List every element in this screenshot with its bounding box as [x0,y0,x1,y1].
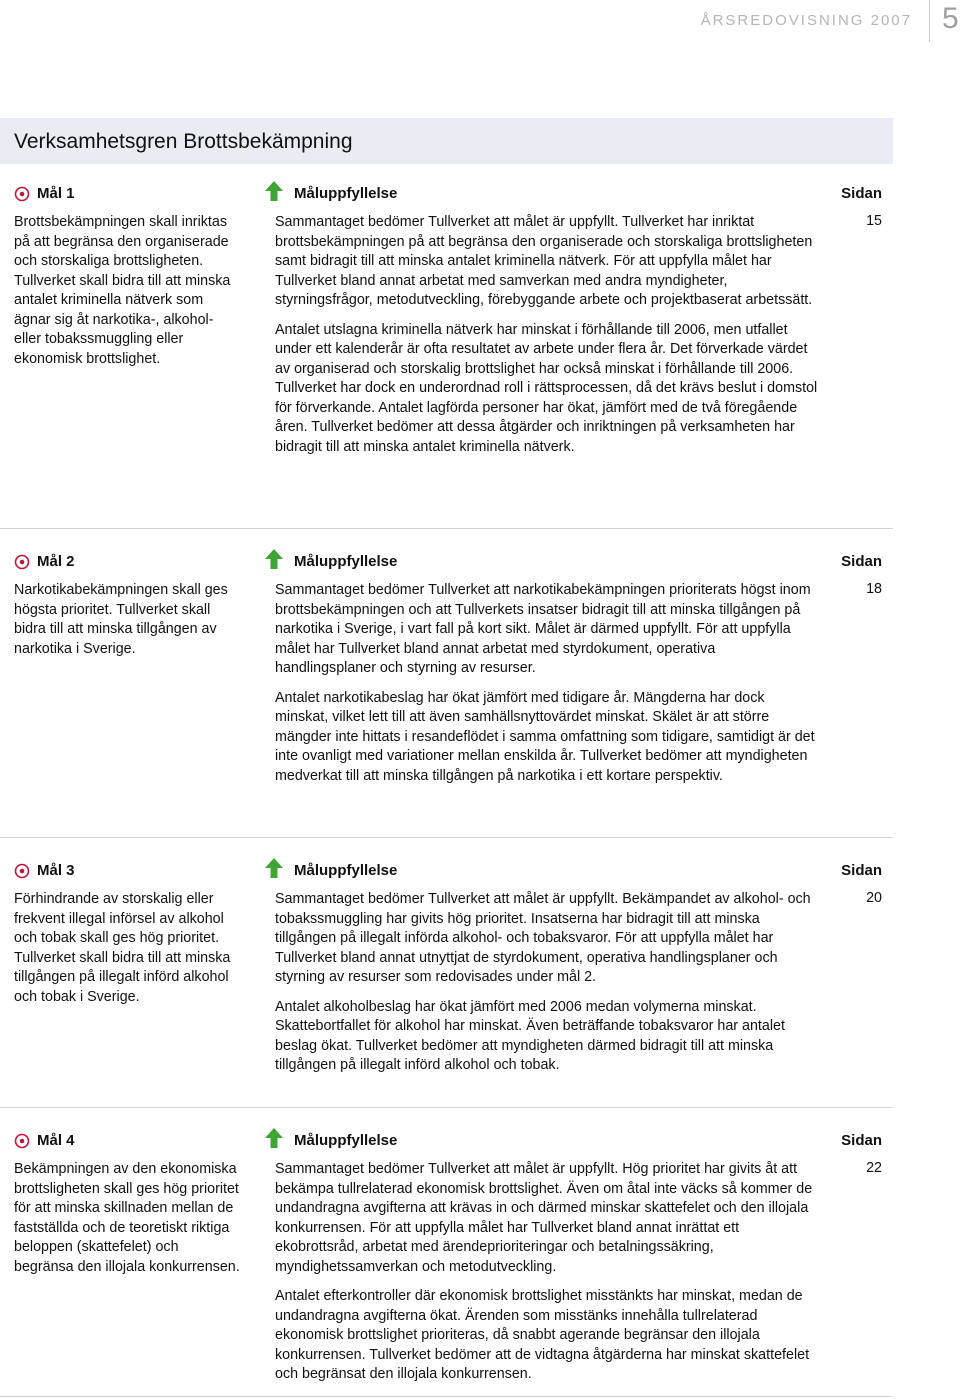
goal-description: Förhindrande av storskalig eller frekvent illegal införsel av alkohol och tobak skall ges hög prioritet. Tullverket skall bidra till att minska tillgången på illegalt införd alkohol och tobak i Sverige. [14,891,231,1005]
fulfilment-heading [264,553,397,570]
fulfilment-paragraph: Antalet efterkontroller där ekonomisk brottslighet misstänkts har minskat, medan de undandragna avgifterna ökat. Ärenden som misstänks innehålla tullrelaterad ekonomisk brottslighet prioriteras, då snabbt agerande begränsar den illojala konkurrensen. Tullverket bedömer att de vidtagna åtgärderna har minskat skattefelet och begränsat den illojala konkurrensen. [275,1288,810,1382]
page-reference: 18 [866,581,882,597]
goal-heading [14,1132,75,1149]
section-divider [0,837,893,838]
header-separator [929,0,930,42]
page-number: 5 [942,2,959,35]
fulfilment-heading [264,862,397,879]
page-column-heading: Sidan [841,553,882,570]
goal-description: Brottsbekämpningen skall inriktas på att begränsa den organiserade och storskaliga brottsligheten. Tullverket skall bidra till att minska antalet kriminella nätverk som ägnar sig åt narkotika-, alkohol- eller tobakssmuggling eller ekonomisk brottslighet. [14,214,231,367]
arrow-up-icon [264,1127,284,1149]
fulfilment-text [275,1160,820,1395]
fulfilment-label: Måluppfyllelse [294,553,398,570]
fulfilment-paragraph: Sammantaget bedömer Tullverket att målet är uppfyllt. Tullverket har inriktat brottsbekämpningen på att begränsa den organiserade och storskaliga brottsligheten samt bidragit till att minska antalet kriminella nätverk. För att uppfylla målet har Tullverket bland annat arbetat med samverkan med andra myndigheter, styrningsfrågor, metodutveckling, förebyggande arbete och projektbaserat arbetssätt. [275,214,813,308]
page-reference: 22 [866,1160,882,1176]
fulfilment-text [275,581,820,796]
section-divider [0,1396,893,1397]
fulfilment-paragraph: Antalet narkotikabeslag har ökat jämfört med tidigare år. Mängderna har dock minskat, vilket lett till att även samhällsnyttovärdet minskat. Skälet är att större mängder inte hittats i resandeflödet i samma omfattning som tidigare, samtidigt är det inte ovanligt med variationer mellan enskilda år. Tullverket bedömer att myndigheten medverkat till att minska tillgången på narkotika i ett kortare perspektiv. [275,689,815,784]
page-header [0,0,960,50]
page-reference: 20 [866,890,882,906]
fulfilment-paragraph: Antalet alkoholbeslag har ökat jämfört med 2006 medan volymerna minskat. Skattebortfallet för alkohol har minskat. Även beträffande tobaksvaror har antalet beslag ökat. Tullverket bedömer att myndigheten därmed bidragit till att minska tillgången på illegalt införd alkohol och tobak. [275,998,785,1073]
arrow-up-icon [264,180,284,202]
goal-heading [14,862,75,879]
header-title: ÅRSREDOVISNING 2007 [700,12,912,29]
fulfilment-label: Måluppfyllelse [294,862,398,879]
page-reference: 15 [866,213,882,229]
fulfilment-text [275,213,820,467]
page-column-heading: Sidan [841,1132,882,1149]
fulfilment-paragraph: Sammantaget bedömer Tullverket att narkotikabekämpningen prioriterats högst inom brottsbekämpningen och att Tullverkets insatser bidragit till att minska tillgången på narkotika i Sverige, i vart fall på kort sikt. Målet är därmed uppfyllt. För att uppfylla målet har Tullverket bland annat arbetat med styrdokument, operativa handlingsplaner och styrning av resurser. [275,582,811,676]
fulfilment-text [275,890,820,1086]
target-icon [14,863,30,879]
goal-description: Bekämpningen av den ekonomiska brottsligheten skall ges hög prioritet för att minska skillnaden mellan de fastställda och de teoretiskt riktiga beloppen (skattefelet) och begränsa den illojala konkurrensen. [14,1161,240,1275]
arrow-up-icon [264,857,284,879]
fulfilment-label: Måluppfyllelse [294,185,398,202]
section-title-bar [0,118,893,164]
arrow-up-icon [264,548,284,570]
target-icon [14,1133,30,1149]
section-divider [0,528,893,529]
fulfilment-heading [264,1132,397,1149]
goal-name: Mål 1 [37,185,75,202]
fulfilment-paragraph: Sammantaget bedömer Tullverket att målet är uppfyllt. Bekämpandet av alkohol- och tobakssmuggling har givits hög prioritet. Insatserna har bidragit till att minska tillgången på illegalt införda alkohol- och tobaksvaror. För att uppfylla målet har Tullverket bland annat utnyttjat de styrdokument, operativa handlingsplaner och styrning av resurser som redovisades under mål 2. [275,891,811,985]
page-column-heading: Sidan [841,862,882,879]
target-icon [14,186,30,202]
goal-name: Mål 4 [37,1132,75,1149]
fulfilment-paragraph: Antalet utslagna kriminella nätverk har minskat i förhållande till 2006, men utfallet under ett kalenderår är ofta resultatet av arbete under flera år. Det förverkade värdet av organiserad och storskalig brottslighet har också minskat i förhållande till 2006. Tullverket har dock en underordnad roll i rättsprocessen, då det krävs beslut i domstol för förverkande. Antalet lagförda personer har ökat, jämfört med de två föregående åren. Tullverket bedömer att dessa åtgärder och inriktningen på verksamheten har bidragit till att minska antalet kriminella nätverk. [275,321,818,455]
fulfilment-heading [264,185,397,202]
goal-heading [14,185,75,202]
goal-heading [14,553,75,570]
goal-description: Narkotikabekämpningen skall ges högsta prioritet. Tullverket skall bidra till att minska tillgången av narkotika i Sverige. [14,582,228,657]
goal-name: Mål 2 [37,553,75,570]
fulfilment-paragraph: Sammantaget bedömer Tullverket att målet är uppfyllt. Hög prioritet har givits åt att bekämpa tullrelaterad ekonomisk brottslighet. Även om åtal inte väcks så kommer de undandragna avgifterna att krävas in och därmed minskar skattefelet och den illojala konkurrensen. För att uppfylla målet har Tullverket bland annat inrättat ett ekobrottsråd, arbetat med ärendeprioriteringar och betalningssäkring, myndighetssamverkan och metodutveckling. [275,1161,813,1275]
section-title: Verksamhetsgren Brottsbekämpning [14,130,353,153]
page-column-heading: Sidan [841,185,882,202]
fulfilment-label: Måluppfyllelse [294,1132,398,1149]
target-icon [14,554,30,570]
section-divider [0,1107,893,1108]
goal-name: Mål 3 [37,862,75,879]
